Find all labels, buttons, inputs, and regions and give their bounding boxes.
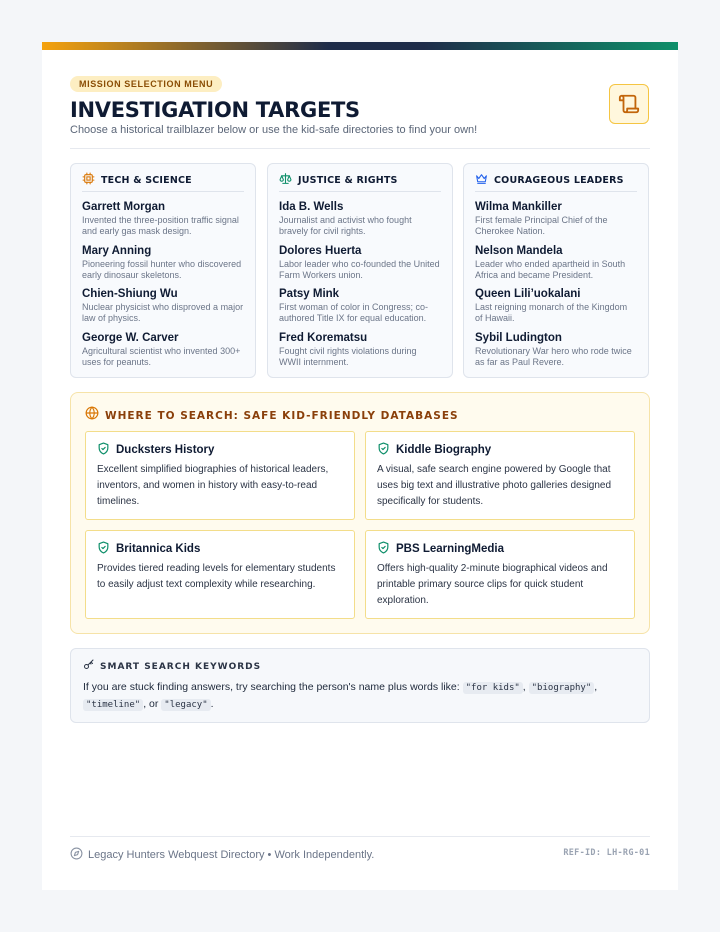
person-desc: Journalist and activist who fought bravely for civil rights. xyxy=(279,215,412,236)
person-name: Sybil Ludington xyxy=(475,331,562,344)
chip-icon xyxy=(82,172,95,190)
person-desc: Agricultural scientist who invented 300+ uses for peanuts. xyxy=(82,345,241,367)
database-desc: Provides tiered reading levels for elementary students to easily adjust text complexity while researching. xyxy=(97,563,336,590)
keyword-separator: , xyxy=(522,681,529,693)
person-desc: Invented the three-position traffic signal and early gas mask design. xyxy=(82,215,239,236)
keyword-term: "for kids" xyxy=(463,682,523,694)
person-entry[interactable] xyxy=(82,331,244,375)
person-name: Ida B. Wells xyxy=(279,201,344,213)
person-name: Garrett Morgan xyxy=(82,201,166,213)
database-desc: Excellent simplified biographies of historical leaders, inventors, and women in history with easy-to-read timelines. xyxy=(97,464,329,507)
database-card[interactable] xyxy=(85,431,355,520)
keyword-separator: , xyxy=(594,681,598,693)
person-entry[interactable] xyxy=(279,244,441,288)
keyword-separator: , or xyxy=(143,698,162,710)
footer xyxy=(70,847,374,863)
reference-id: REF-ID: LH-RG-01 xyxy=(563,848,650,858)
person-entry[interactable] xyxy=(279,200,441,244)
database-name: Britannica Kids xyxy=(116,543,201,555)
database-desc: A visual, safe search engine powered by Google that uses big text and illustrative photo galleries designed specifically for students. xyxy=(377,464,612,507)
category-header xyxy=(279,174,441,192)
person-entry[interactable] xyxy=(279,287,441,331)
person-entry[interactable] xyxy=(475,331,637,375)
person-name: George W. Carver xyxy=(82,331,179,344)
person-entry[interactable] xyxy=(82,200,244,244)
keyword-term: "biography" xyxy=(529,682,595,694)
footer-text: Legacy Hunters Webquest Directory • Work Independently. xyxy=(88,849,375,861)
database-title xyxy=(377,442,624,458)
database-name: Ducksters History xyxy=(116,444,215,456)
person-entry[interactable] xyxy=(475,244,637,288)
person-name: Fred Korematsu xyxy=(279,331,368,344)
database-title xyxy=(377,541,624,557)
database-card[interactable] xyxy=(365,431,635,520)
category-header xyxy=(82,174,244,192)
category-title: COURAGEOUS LEADERS xyxy=(494,175,624,186)
keywords-text xyxy=(83,679,637,713)
person-entry[interactable] xyxy=(82,287,244,331)
person-name: Dolores Huerta xyxy=(279,244,362,257)
person-desc: First female Principal Chief of the Cherokee Nation. xyxy=(475,215,608,236)
shield-check-icon xyxy=(377,541,390,557)
category-tech-science xyxy=(70,163,256,378)
smart-keywords-box xyxy=(70,648,650,723)
person-entry[interactable] xyxy=(279,331,441,375)
person-desc: Revolutionary War hero who rode twice as far as Paul Revere. xyxy=(475,345,632,367)
search-databases-panel xyxy=(70,392,650,634)
scales-icon xyxy=(279,172,292,190)
category-courageous-leaders xyxy=(463,163,649,378)
keywords-title: SMART SEARCH KEYWORDS xyxy=(100,662,262,672)
database-name: PBS LearningMedia xyxy=(396,543,504,555)
person-desc: Labor leader who co-founded the United Farm Workers union. xyxy=(279,258,440,280)
database-name: Kiddle Biography xyxy=(396,444,492,456)
category-title: TECH & SCIENCE xyxy=(101,175,192,186)
key-icon xyxy=(83,658,95,676)
page-title: INVESTIGATION TARGETS xyxy=(70,98,360,122)
globe-icon xyxy=(85,406,99,425)
gradient-top-bar xyxy=(42,42,678,50)
person-name: Wilma Mankiller xyxy=(475,201,562,213)
crown-icon xyxy=(475,172,488,190)
person-entry[interactable] xyxy=(475,287,637,331)
shield-check-icon xyxy=(97,541,110,557)
page-subtitle: Choose a historical trailblazer below or use the kid-safe directories to find your own! xyxy=(70,124,478,136)
database-title xyxy=(97,442,344,458)
person-desc: Leader who ended apartheid in South Africa and became President. xyxy=(475,258,626,280)
person-name: Chien-Shiung Wu xyxy=(82,288,178,300)
shield-check-icon xyxy=(97,442,110,458)
person-entry[interactable] xyxy=(475,200,637,244)
person-desc: First woman of color in Congress; co-authored Title IX for equal education. xyxy=(279,302,429,323)
search-panel-title: WHERE TO SEARCH: SAFE KID-FRIENDLY DATABASES xyxy=(105,409,459,422)
header-divider xyxy=(70,148,650,149)
person-desc: Fought civil rights violations during WWII internment. xyxy=(279,345,417,367)
worksheet-page xyxy=(42,42,678,890)
person-desc: Last reigning monarch of the Kingdom of Hawaii. xyxy=(475,302,628,323)
keyword-term: "timeline" xyxy=(83,699,143,711)
compass-icon xyxy=(70,847,83,863)
category-justice-rights xyxy=(267,163,453,378)
database-desc: Offers high-quality 2-minute biographical videos and printable primary source clips for quick student exploration. xyxy=(377,563,608,606)
person-name: Nelson Mandela xyxy=(475,244,563,257)
scroll-icon[interactable] xyxy=(609,84,649,124)
keyword-end: . xyxy=(210,698,214,710)
database-title xyxy=(97,541,344,557)
shield-check-icon xyxy=(377,442,390,458)
person-name: Patsy Mink xyxy=(279,288,340,300)
person-desc: Nuclear physicist who disproved a major law of physics. xyxy=(82,302,244,323)
footer-divider xyxy=(70,836,650,837)
mission-badge: MISSION SELECTION MENU xyxy=(70,76,222,92)
keywords-header xyxy=(83,660,637,674)
category-header xyxy=(475,174,637,192)
search-panel-header xyxy=(85,406,459,425)
database-card[interactable] xyxy=(365,530,635,619)
keyword-term: "legacy" xyxy=(161,699,210,711)
person-desc: Pioneering fossil hunter who discovered early dinosaur skeletons. xyxy=(82,258,242,280)
category-title: JUSTICE & RIGHTS xyxy=(298,175,398,186)
person-name: Queen Lili’uokalani xyxy=(475,288,581,300)
keywords-intro: If you are stuck finding answers, try searching the person's name plus words like: xyxy=(83,681,460,693)
person-name: Mary Anning xyxy=(82,244,152,257)
database-card[interactable] xyxy=(85,530,355,619)
person-entry[interactable] xyxy=(82,244,244,288)
